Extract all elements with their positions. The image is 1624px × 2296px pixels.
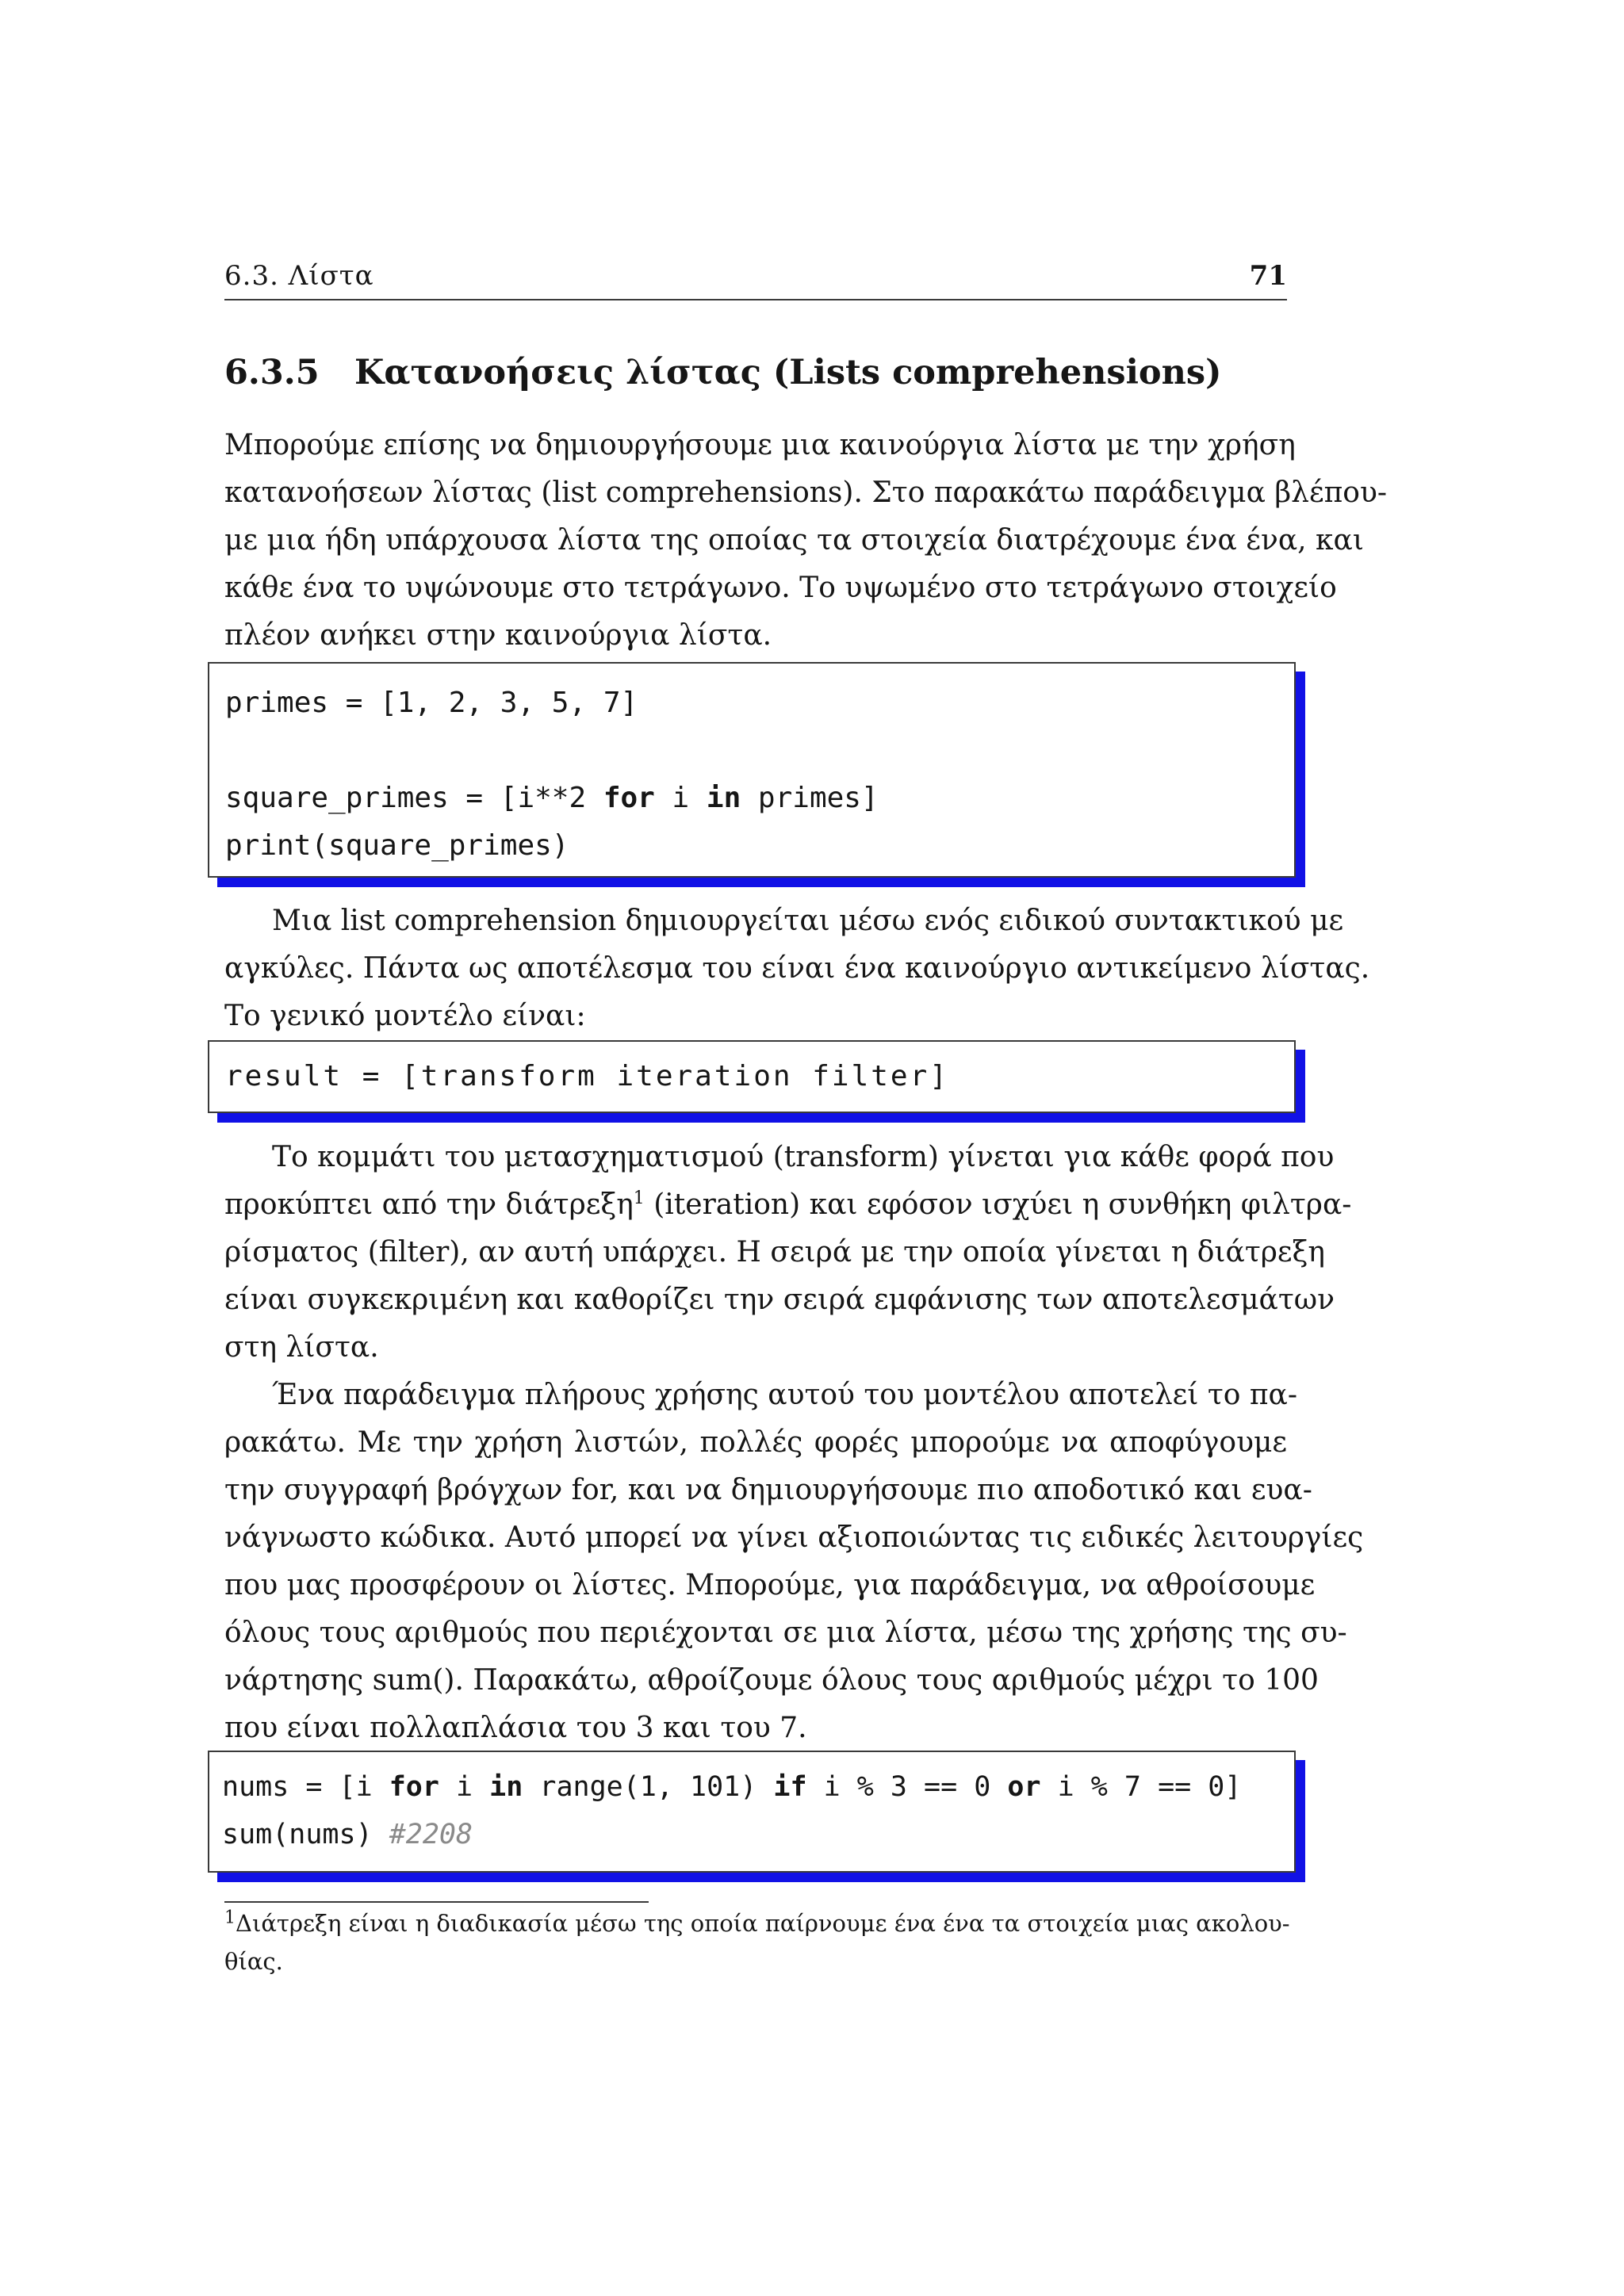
footnote-line: $^1$Διάτρεξη είναι η διαδικασία μέσω της οποία παίρνουμε ένα ένα τα στοιχεία μιας ακολου- — [224, 1908, 1290, 1937]
code-line: result = [transform iteration filter] — [225, 1060, 949, 1093]
code-block-general-model — [208, 1040, 1296, 1113]
text-line: Μπορούμε επίσης να δημιουργήσουμε μια καινούργια λίστα με την χρήση — [224, 429, 1296, 461]
footnote — [224, 1904, 1290, 1980]
section-title — [224, 349, 1335, 396]
footnote-rule — [224, 1901, 649, 1903]
keyword: in — [706, 782, 741, 814]
text-line: Το γενικό μοντέλο είναι: — [224, 1000, 586, 1032]
text-line: ρακάτω. Με την χρήση λιστών, πολλές φορές μπορούμε να αποφύγουμε — [224, 1426, 1287, 1459]
footnote-mark: 1 — [224, 1908, 236, 1928]
section-title-text: Κατανοήσεις λίστας (Lists comprehensions) — [354, 353, 1222, 392]
text-line: αγκύλες. Πάντα ως αποτέλεσμα του είναι ένα καινούργιο αντικείμενο λίστας. — [224, 952, 1370, 985]
footnote-line: θίας. — [224, 1948, 283, 1975]
text-line: Το κομμάτι του μετασχηματισμού (transform) γίνεται για κάθε φορά που — [272, 1141, 1335, 1173]
text-line: που είναι πολλαπλάσια του 3 και του 7. — [224, 1712, 807, 1744]
running-header — [224, 258, 1287, 300]
text-line: ρίσματος (filter), αν αυτή υπάρχει. Η σειρά με την οποία γίνεται η διάτρεξη — [224, 1236, 1325, 1269]
text-line: την συγγραφή βρόγχων for, και να δημιουργήσουμε πιο αποδοτικό και ευα- — [224, 1474, 1312, 1506]
paragraph-definition — [224, 897, 1370, 1040]
text-line: στη λίστα. — [224, 1331, 379, 1364]
keyword: for — [389, 1771, 439, 1803]
keyword: if — [773, 1771, 807, 1803]
text-line: κατανοήσεων λίστας (list comprehensions). Στο παρακάτω παράδειγμα βλέπου- — [224, 476, 1387, 509]
text-line: Μια list comprehension δημιουργείται μέσω ενός ειδικού συντακτικού με — [272, 905, 1344, 937]
text-line: νάρτησης sum(). Παρακάτω, αθροίζουμε όλους τους αριθμούς μέχρι το 100 — [224, 1664, 1319, 1697]
keyword: for — [603, 782, 655, 814]
code-comment: #2208 — [389, 1819, 473, 1850]
keyword: or — [1007, 1771, 1041, 1803]
text-line: νάγνωστο κώδικα. Αυτό μπορεί να γίνει αξιοποιώντας τις ειδικές λειτουργίες — [224, 1521, 1364, 1554]
page-number: 71 — [1249, 260, 1287, 292]
paragraph-intro — [224, 422, 1387, 660]
header-section: 6.3. Λίστα — [224, 260, 374, 292]
code-line: print(square_primes) — [225, 829, 569, 862]
text-line: Ένα παράδειγμα πλήρους χρήσης αυτού του μοντέλου αποτελεί το πα- — [272, 1379, 1298, 1411]
paragraph-example — [224, 1372, 1364, 1752]
code-line: nums = [i for i in range(1, 101) if i % 3 == 0 or i % 7 == 0] — [222, 1771, 1242, 1803]
text-line: είναι συγκεκριμένη και καθορίζει την σειρά εμφάνισης των αποτελεσμάτων — [224, 1284, 1335, 1316]
code-line: square_primes = [i**2 for i in primes] — [225, 782, 879, 814]
section-number: 6.3.5 — [224, 353, 320, 392]
text-line: προκύπτει από την διάτρεξη$^1$ (iteration) και εφόσον ισχύει η συνθήκη φιλτρα- — [224, 1188, 1352, 1221]
code-line: sum(nums) #2208 — [222, 1819, 473, 1850]
paragraph-transform — [224, 1134, 1352, 1372]
code-line: primes = [1, 2, 3, 5, 7] — [225, 687, 638, 719]
text-line: με μια ήδη υπάρχουσα λίστα της οποίας τα στοιχεία διατρέχουμε ένα ένα, και — [224, 524, 1364, 557]
footnote-reference: 1 — [633, 1188, 645, 1208]
text-line: όλους τους αριθμούς που περιέχονται σε μια λίστα, μέσω της χρήσης της συ- — [224, 1617, 1347, 1649]
code-block-sum — [208, 1751, 1296, 1873]
text-line: κάθε ένα το υψώνουμε στο τετράγωνο. Το υψωμένο στο τετράγωνο στοιχείο — [224, 572, 1337, 604]
text-line: πλέον ανήκει στην καινούργια λίστα. — [224, 619, 772, 652]
keyword: in — [489, 1771, 523, 1803]
code-block-primes — [208, 662, 1296, 878]
text-line: που μας προσφέρουν οι λίστες. Μπορούμε, για παράδειγμα, να αθροίσουμε — [224, 1569, 1316, 1601]
